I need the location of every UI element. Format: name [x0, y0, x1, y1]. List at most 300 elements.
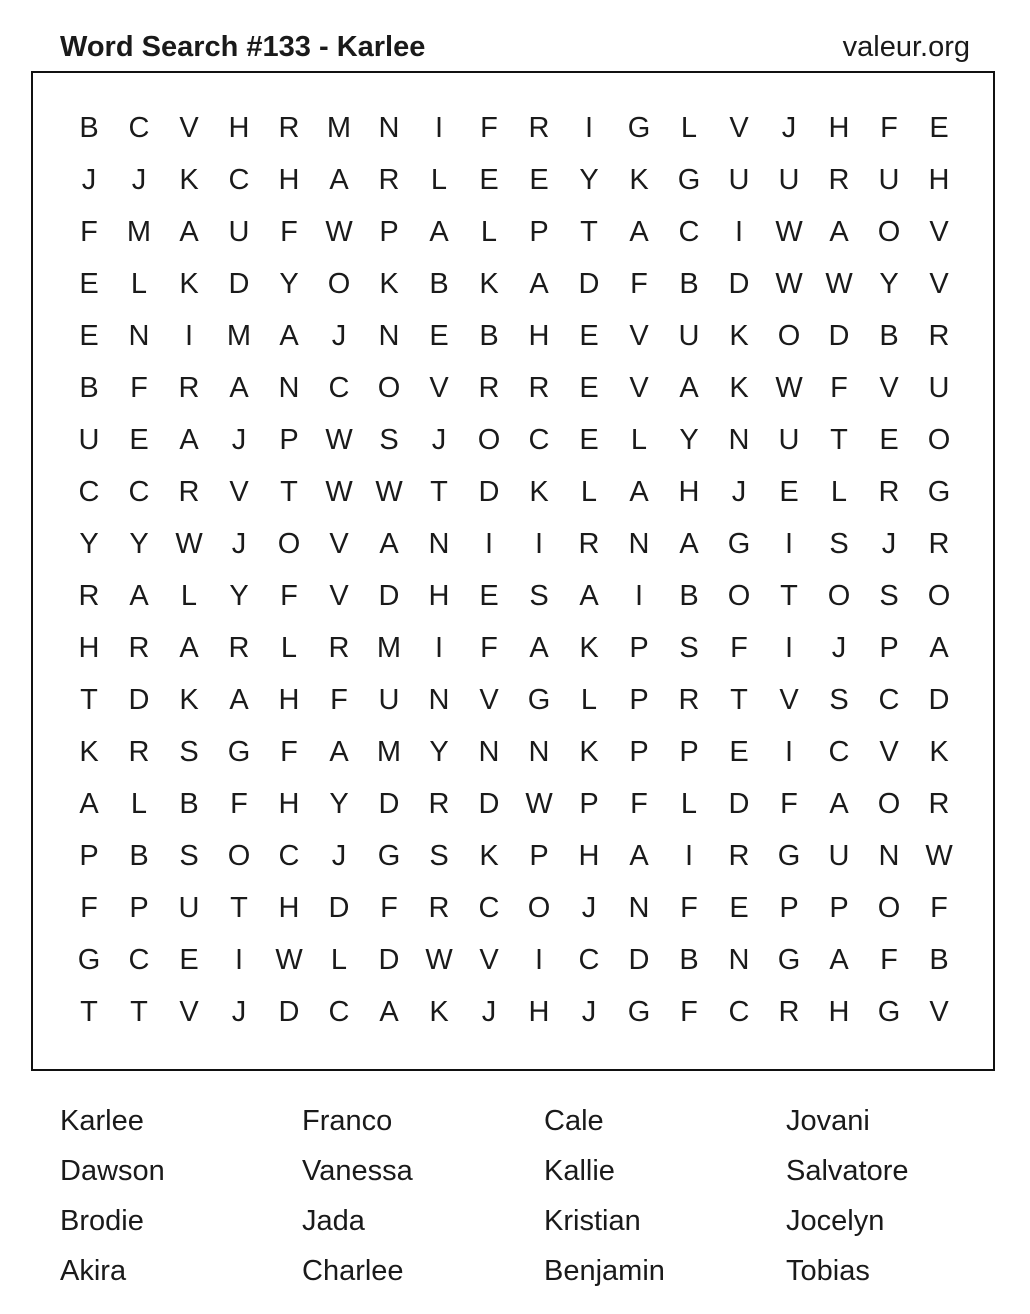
grid-letter: A	[829, 943, 849, 976]
grid-letter: V	[729, 111, 749, 144]
grid-letter: F	[830, 371, 848, 404]
grid-letter: Y	[79, 527, 99, 560]
grid-letter: M	[226, 319, 252, 352]
grid-letter: J	[581, 891, 597, 924]
grid-letter: J	[231, 995, 247, 1028]
grid-letter: S	[829, 527, 849, 560]
grid-letter: S	[429, 839, 449, 872]
grid-letter: R	[178, 475, 200, 508]
grid-letter: N	[478, 735, 500, 768]
grid-letter: V	[329, 527, 349, 560]
grid-letter: I	[584, 111, 594, 144]
grid-letter: R	[928, 527, 950, 560]
grid-letter: R	[928, 319, 950, 352]
grid-letter: H	[78, 631, 100, 664]
grid-letter: R	[128, 631, 150, 664]
word-list-item: Vanessa	[302, 1155, 413, 1187]
grid-letter: F	[230, 787, 248, 820]
grid-letter: I	[784, 631, 794, 664]
grid-letter: E	[479, 579, 499, 612]
grid-letter: Y	[229, 579, 249, 612]
grid-letter: K	[579, 735, 599, 768]
grid-letter: P	[879, 631, 899, 664]
grid-letter: V	[879, 371, 899, 404]
grid-letter: D	[578, 267, 600, 300]
grid-letter: F	[330, 683, 348, 716]
grid-letter: I	[534, 943, 544, 976]
grid-letter: P	[529, 215, 549, 248]
grid-letter: H	[278, 163, 300, 196]
grid-letter: B	[429, 267, 449, 300]
grid-letter: A	[529, 267, 549, 300]
grid-letter: I	[434, 111, 444, 144]
grid-letter: D	[728, 267, 750, 300]
grid-letter: I	[234, 943, 244, 976]
grid-letter: A	[429, 215, 449, 248]
grid-letter: B	[79, 371, 99, 404]
grid-letter: I	[434, 631, 444, 664]
grid-letter: D	[728, 787, 750, 820]
page-header	[60, 28, 970, 68]
word-list-item: Cale	[544, 1105, 604, 1137]
grid-letter: A	[179, 423, 199, 456]
grid-letter: H	[528, 319, 550, 352]
grid-letter: U	[178, 891, 200, 924]
grid-letter: J	[331, 839, 347, 872]
grid-letter: E	[529, 163, 549, 196]
grid-letter: A	[229, 371, 249, 404]
grid-letter: B	[679, 267, 699, 300]
grid-letter: D	[928, 683, 950, 716]
grid-letter: K	[179, 163, 199, 196]
grid-letter: N	[128, 319, 150, 352]
grid-letter: G	[377, 839, 401, 872]
grid-letter: G	[877, 995, 901, 1028]
grid-letter: W	[325, 215, 353, 248]
grid-letter: O	[877, 215, 901, 248]
grid-letter: U	[928, 371, 950, 404]
grid-letter: U	[78, 423, 100, 456]
grid-letter: N	[728, 943, 750, 976]
grid-letter: E	[779, 475, 799, 508]
grid-letter: M	[376, 631, 402, 664]
grid-letter: A	[629, 475, 649, 508]
grid-letter: E	[129, 423, 149, 456]
grid-letter: F	[680, 995, 698, 1028]
grid-letter: F	[130, 371, 148, 404]
grid-letter: E	[729, 891, 749, 924]
grid-letter: O	[727, 579, 751, 612]
grid-letter: S	[179, 735, 199, 768]
grid-letter: O	[527, 891, 551, 924]
grid-letter: K	[179, 267, 199, 300]
word-list-item: Salvatore	[786, 1155, 909, 1187]
grid-letter: A	[379, 527, 399, 560]
grid-letter: L	[630, 423, 648, 456]
grid-letter: A	[629, 215, 649, 248]
grid-letter: H	[278, 891, 300, 924]
grid-letter: T	[780, 579, 798, 612]
grid-letter: H	[828, 995, 850, 1028]
grid-letter: U	[228, 215, 250, 248]
grid-letter: I	[734, 215, 744, 248]
grid-letter: S	[529, 579, 549, 612]
grid-letter: W	[775, 371, 803, 404]
grid-letter: A	[679, 527, 699, 560]
grid-letter: G	[627, 995, 651, 1028]
grid-letter: A	[329, 735, 349, 768]
grid-letter: R	[578, 527, 600, 560]
grid-letter: V	[929, 995, 949, 1028]
grid-letter: A	[529, 631, 549, 664]
grid-letter: C	[578, 943, 600, 976]
grid-letter: H	[928, 163, 950, 196]
grid-letter: G	[727, 527, 751, 560]
grid-letter: V	[629, 319, 649, 352]
grid-letter: E	[929, 111, 949, 144]
grid-letter: W	[525, 787, 553, 820]
grid-letter: T	[80, 683, 98, 716]
grid-letter: W	[825, 267, 853, 300]
grid-letter: V	[179, 995, 199, 1028]
grid-letter: P	[829, 891, 849, 924]
word-list-item: Jovani	[786, 1105, 870, 1137]
grid-letter: I	[534, 527, 544, 560]
grid-letter: F	[880, 943, 898, 976]
grid-letter: A	[279, 319, 299, 352]
grid-letter: F	[80, 891, 98, 924]
site-name: valeur.org	[842, 31, 970, 63]
grid-letter: G	[77, 943, 101, 976]
grid-letter: N	[378, 319, 400, 352]
grid-letter: V	[879, 735, 899, 768]
grid-letter: R	[528, 371, 550, 404]
grid-letter: P	[379, 215, 399, 248]
grid-letter: H	[278, 787, 300, 820]
grid-letter: N	[628, 527, 650, 560]
grid-letter: R	[178, 371, 200, 404]
grid-letter: K	[429, 995, 449, 1028]
grid-letter: E	[729, 735, 749, 768]
grid-letter: A	[229, 683, 249, 716]
grid-letter: A	[679, 371, 699, 404]
grid-letter: N	[428, 527, 450, 560]
grid-letter: T	[130, 995, 148, 1028]
grid-letter: E	[579, 319, 599, 352]
grid-letter: C	[78, 475, 100, 508]
grid-letter: I	[184, 319, 194, 352]
grid-letter: D	[478, 475, 500, 508]
grid-letter: K	[529, 475, 549, 508]
grid-letter: R	[428, 891, 450, 924]
grid-letter: C	[278, 839, 300, 872]
grid-letter: J	[881, 527, 897, 560]
grid-letter: R	[378, 163, 400, 196]
grid-letter: L	[830, 475, 848, 508]
grid-letter: F	[480, 631, 498, 664]
grid-letter: C	[528, 423, 550, 456]
grid-letter: U	[878, 163, 900, 196]
grid-letter: V	[329, 579, 349, 612]
grid-letter: L	[430, 163, 448, 196]
grid-letter: Y	[279, 267, 299, 300]
letter-grid	[64, 102, 964, 1038]
grid-letter: R	[678, 683, 700, 716]
grid-letter: W	[775, 215, 803, 248]
grid-letter: R	[728, 839, 750, 872]
grid-letter: L	[680, 787, 698, 820]
grid-letter: A	[929, 631, 949, 664]
grid-letter: O	[927, 579, 951, 612]
grid-letter: D	[328, 891, 350, 924]
grid-letter: V	[929, 215, 949, 248]
grid-letter: V	[779, 683, 799, 716]
grid-letter: A	[379, 995, 399, 1028]
grid-letter: Y	[429, 735, 449, 768]
word-list-item: Brodie	[60, 1205, 144, 1237]
grid-letter: O	[277, 527, 301, 560]
grid-letter: I	[484, 527, 494, 560]
grid-letter: P	[629, 735, 649, 768]
grid-letter: G	[777, 839, 801, 872]
grid-letter: W	[375, 475, 403, 508]
grid-letter: L	[480, 215, 498, 248]
grid-letter: R	[778, 995, 800, 1028]
grid-letter: K	[179, 683, 199, 716]
grid-letter: T	[230, 891, 248, 924]
grid-letter: M	[376, 735, 402, 768]
grid-letter: C	[328, 995, 350, 1028]
grid-letter: J	[581, 995, 597, 1028]
grid-letter: C	[478, 891, 500, 924]
grid-letter: B	[929, 943, 949, 976]
grid-letter: H	[828, 111, 850, 144]
grid-letter: F	[380, 891, 398, 924]
grid-letter: V	[229, 475, 249, 508]
grid-letter: S	[879, 579, 899, 612]
grid-letter: C	[728, 995, 750, 1028]
grid-letter: C	[128, 943, 150, 976]
grid-letter: W	[275, 943, 303, 976]
grid-letter: N	[728, 423, 750, 456]
grid-letter: U	[728, 163, 750, 196]
grid-letter: F	[730, 631, 748, 664]
grid-letter: S	[679, 631, 699, 664]
grid-letter: E	[179, 943, 199, 976]
grid-letter: U	[678, 319, 700, 352]
grid-letter: A	[829, 215, 849, 248]
grid-letter: G	[527, 683, 551, 716]
grid-letter: R	[78, 579, 100, 612]
grid-letter: H	[578, 839, 600, 872]
grid-letter: R	[928, 787, 950, 820]
grid-letter: F	[880, 111, 898, 144]
grid-letter: T	[80, 995, 98, 1028]
grid-letter: R	[328, 631, 350, 664]
grid-letter: E	[429, 319, 449, 352]
grid-letter: L	[580, 683, 598, 716]
grid-letter: O	[377, 371, 401, 404]
grid-letter: Y	[679, 423, 699, 456]
grid-letter: C	[328, 371, 350, 404]
grid-letter: A	[579, 579, 599, 612]
grid-letter: H	[278, 683, 300, 716]
grid-letter: S	[379, 423, 399, 456]
grid-letter: I	[784, 735, 794, 768]
grid-letter: G	[627, 111, 651, 144]
grid-letter: J	[231, 527, 247, 560]
grid-letter: Y	[129, 527, 149, 560]
grid-letter: P	[629, 631, 649, 664]
grid-letter: G	[227, 735, 251, 768]
grid-letter: R	[528, 111, 550, 144]
grid-letter: L	[330, 943, 348, 976]
grid-letter: P	[79, 839, 99, 872]
grid-letter: K	[629, 163, 649, 196]
grid-letter: C	[128, 475, 150, 508]
grid-letter: F	[280, 735, 298, 768]
grid-letter: D	[828, 319, 850, 352]
grid-letter: W	[325, 423, 353, 456]
grid-letter: W	[775, 267, 803, 300]
grid-letter: T	[430, 475, 448, 508]
grid-letter: K	[79, 735, 99, 768]
puzzle-title: Word Search #133 - Karlee	[60, 31, 426, 63]
grid-letter: D	[128, 683, 150, 716]
grid-letter: F	[480, 111, 498, 144]
grid-letter: A	[329, 163, 349, 196]
word-list-item: Jada	[302, 1205, 365, 1237]
grid-letter: A	[179, 215, 199, 248]
grid-letter: M	[326, 111, 352, 144]
grid-letter: F	[280, 579, 298, 612]
grid-letter: C	[128, 111, 150, 144]
grid-letter: I	[684, 839, 694, 872]
grid-letter: U	[378, 683, 400, 716]
grid-letter: R	[878, 475, 900, 508]
grid-letter: V	[429, 371, 449, 404]
grid-letter: W	[325, 475, 353, 508]
grid-letter: F	[680, 891, 698, 924]
grid-letter: L	[130, 267, 148, 300]
grid-letter: N	[428, 683, 450, 716]
grid-letter: P	[779, 891, 799, 924]
grid-letter: G	[677, 163, 701, 196]
grid-letter: O	[927, 423, 951, 456]
grid-letter: H	[428, 579, 450, 612]
grid-letter: B	[479, 319, 499, 352]
grid-letter: J	[431, 423, 447, 456]
grid-letter: P	[529, 839, 549, 872]
grid-letter: W	[925, 839, 953, 872]
grid-letter: A	[129, 579, 149, 612]
grid-letter: C	[678, 215, 700, 248]
word-list-item: Benjamin	[544, 1255, 665, 1287]
grid-letter: O	[477, 423, 501, 456]
grid-letter: B	[129, 839, 149, 872]
word-list-item: Dawson	[60, 1155, 165, 1187]
grid-letter: A	[179, 631, 199, 664]
grid-letter: F	[80, 215, 98, 248]
grid-letter: W	[425, 943, 453, 976]
grid-letter: K	[379, 267, 399, 300]
grid-letter: N	[278, 371, 300, 404]
grid-letter: E	[79, 267, 99, 300]
grid-letter: T	[580, 215, 598, 248]
grid-letter: J	[481, 995, 497, 1028]
grid-letter: B	[79, 111, 99, 144]
grid-letter: U	[778, 423, 800, 456]
grid-letter: V	[929, 267, 949, 300]
grid-letter: S	[179, 839, 199, 872]
grid-letter: R	[428, 787, 450, 820]
grid-letter: J	[781, 111, 797, 144]
grid-letter: L	[580, 475, 598, 508]
grid-letter: G	[927, 475, 951, 508]
word-list-item: Tobias	[786, 1255, 870, 1287]
grid-letter: V	[629, 371, 649, 404]
grid-letter: B	[679, 579, 699, 612]
grid-letter: J	[831, 631, 847, 664]
grid-letter: J	[331, 319, 347, 352]
word-list-item: Kallie	[544, 1155, 615, 1187]
grid-letter: F	[930, 891, 948, 924]
grid-letter: F	[630, 267, 648, 300]
grid-letter: N	[628, 891, 650, 924]
grid-letter: D	[378, 579, 400, 612]
grid-letter: I	[634, 579, 644, 612]
grid-letter: T	[830, 423, 848, 456]
grid-letter: E	[879, 423, 899, 456]
grid-letter: P	[579, 787, 599, 820]
grid-letter: K	[479, 839, 499, 872]
grid-letter: I	[784, 527, 794, 560]
grid-letter: D	[378, 787, 400, 820]
grid-letter: O	[777, 319, 801, 352]
grid-letter: M	[126, 215, 152, 248]
grid-letter: N	[378, 111, 400, 144]
grid-letter: C	[878, 683, 900, 716]
grid-letter: T	[730, 683, 748, 716]
grid-letter: A	[79, 787, 99, 820]
grid-letter: V	[479, 943, 499, 976]
grid-letter: R	[228, 631, 250, 664]
grid-letter: G	[777, 943, 801, 976]
grid-letter: F	[780, 787, 798, 820]
grid-letter: K	[729, 371, 749, 404]
grid-letter: D	[278, 995, 300, 1028]
grid-letter: L	[680, 111, 698, 144]
grid-letter: W	[175, 527, 203, 560]
word-list-item: Charlee	[302, 1255, 404, 1287]
grid-letter: P	[679, 735, 699, 768]
grid-letter: O	[327, 267, 351, 300]
grid-letter: A	[829, 787, 849, 820]
grid-letter: R	[478, 371, 500, 404]
grid-letter: H	[528, 995, 550, 1028]
grid-letter: O	[227, 839, 251, 872]
grid-letter: E	[479, 163, 499, 196]
word-list-item: Jocelyn	[786, 1205, 885, 1237]
grid-letter: C	[828, 735, 850, 768]
grid-letter: O	[877, 787, 901, 820]
grid-letter: J	[731, 475, 747, 508]
grid-letter: E	[579, 423, 599, 456]
grid-letter: L	[130, 787, 148, 820]
grid-letter: Y	[329, 787, 349, 820]
grid-letter: P	[629, 683, 649, 716]
grid-letter: D	[378, 943, 400, 976]
